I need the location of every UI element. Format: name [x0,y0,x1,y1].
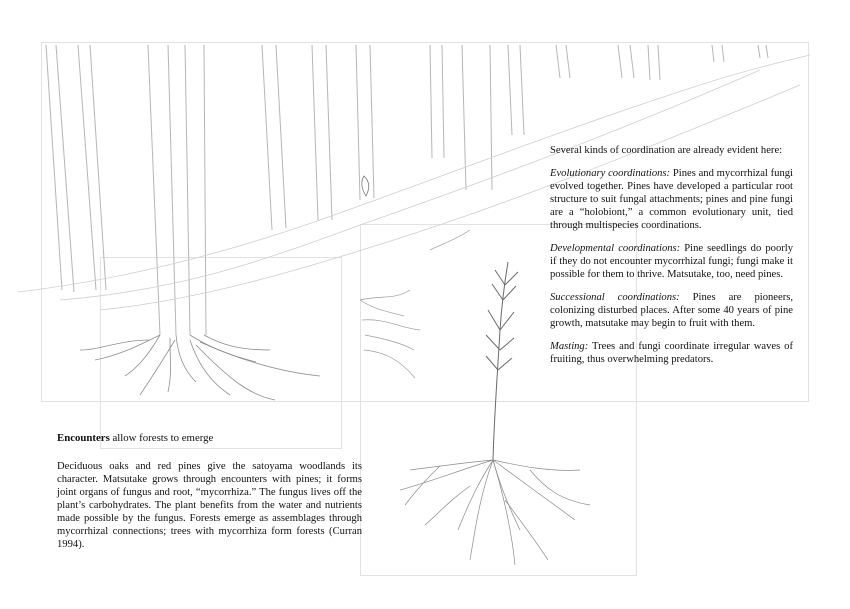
coordination-item [550,291,793,330]
tree-trunk [618,45,634,78]
coordination-panel [550,144,793,376]
section-heading [57,432,362,445]
coordination-term: Evolutionary coordinations: [550,168,671,179]
heading-rest: allow forests to emerge [109,432,214,444]
coordination-intro: Several kinds of coordination are already evident here: [550,145,783,156]
coordination-text: Pines and mycorrhizal fungi evolved together. Pines have developed a particular root structure to suit fungal attachments; pines and pine fungi are a “holobiont,” a common evolutionary unit, tied through multispecies coordinations. [550,168,794,231]
coordination-term: Successional coordinations: [550,292,680,303]
tree-trunk [312,45,332,220]
tree-trunk [508,45,524,135]
coordination-term: Developmental coordinations: [550,243,681,254]
coordination-text: Pine seedlings do poorly if they do not encounter mycorrhizal fungi; fungi make it possible for them to thrive. Matsutake, too, need pines. [550,243,794,280]
tree-trunk [712,45,724,62]
heading-bold: Encounters [57,432,110,444]
tree-trunk [262,45,286,230]
tree-trunk [462,45,492,190]
encounters-panel [57,432,362,561]
coordination-item [550,167,793,232]
coordination-item [550,242,793,281]
encounters-body: Deciduous oaks and red pines give the satoyama woodlands its character. Matsutake grows through encounters with pines; it forms joint organs of fungus and root, “mycorrhiza.” The fungus lives off the plant’s carbohydrates. The plant benefits from the water and nutrients made possible by the fungus. Forests emerge as assemblages through mycorrhizal connections; trees with mycorrhiza form forests (Curran 1994). [57,461,362,550]
coordination-text: Pines are pioneers, colonizing disturbed places. After some 40 years of pine growth, matsutake may begin to fruit with them. [550,292,793,329]
leaf-sketch [362,176,369,196]
tree-trunk [556,45,570,78]
coordination-text: Trees and fungi coordinate irregular waves of fruiting, thus overwhelming predators. [550,341,793,365]
coordination-term: Masting: [550,341,589,352]
tree-trunk [648,45,660,80]
tree-trunk [78,45,106,290]
coordination-item [550,340,793,366]
tree-trunk [430,45,444,158]
tree-trunk [148,45,176,335]
tree-trunk [185,45,206,335]
tree-trunk [758,45,768,58]
tree-trunk [46,45,74,292]
seedling-stem [493,262,508,460]
